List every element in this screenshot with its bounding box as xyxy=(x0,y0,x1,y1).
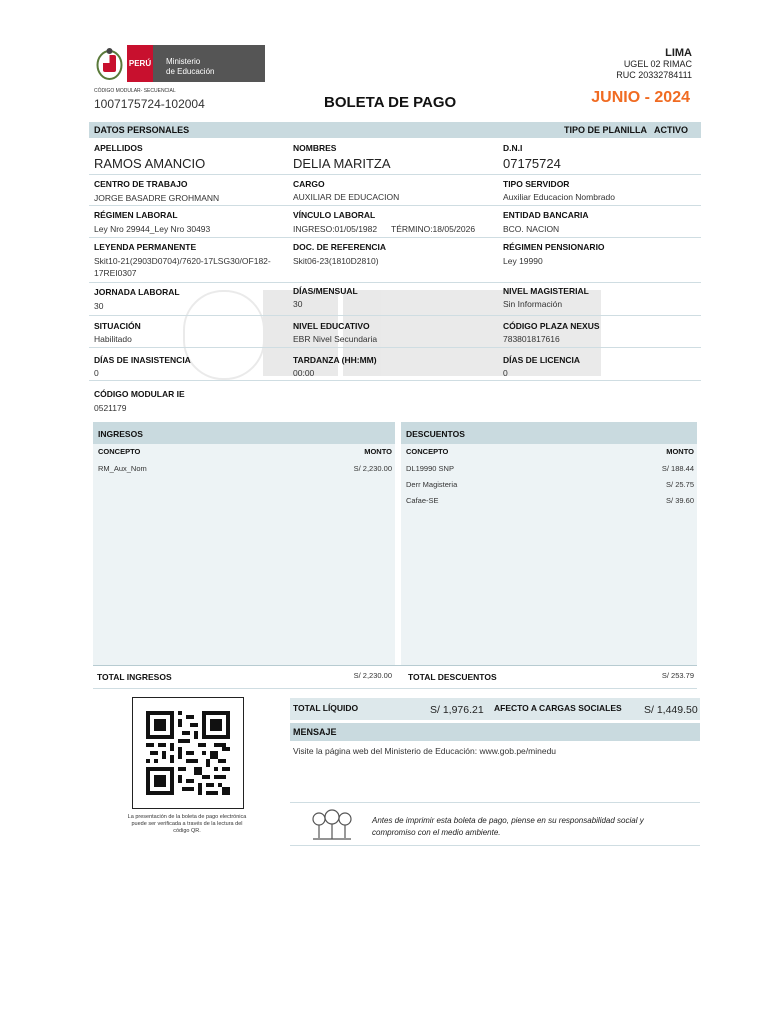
list-item xyxy=(406,464,694,476)
ingresos-col-monto: MONTO xyxy=(364,447,392,456)
ingreso-monto: S/ 2,230.00 xyxy=(353,464,392,473)
centro-value: JORGE BASADRE GROHMANN xyxy=(94,193,220,203)
inasistencia-value: 0 xyxy=(94,368,99,378)
descuentos-title: DESCUENTOS xyxy=(406,429,465,439)
descuento-monto: S/ 39.60 xyxy=(666,496,694,505)
list-item xyxy=(98,464,392,476)
ingresos-panel xyxy=(93,422,395,665)
plaza-value: 783801817616 xyxy=(503,334,560,344)
minedu-logo xyxy=(94,45,265,82)
period: JUNIO - 2024 xyxy=(591,89,690,106)
codigo-label: CÓDIGO MODULAR- SECUENCIAL xyxy=(94,88,176,94)
logo-ministry-line1: Ministerio xyxy=(166,57,201,66)
pension-value: Ley 19990 xyxy=(503,256,543,266)
licencia-value: 0 xyxy=(503,368,508,378)
situacion-value: Habilitado xyxy=(94,334,132,344)
dni-label: D.N.I xyxy=(503,143,523,153)
nivel-edu-label: NIVEL EDUCATIVO xyxy=(293,321,370,331)
vinculo-label: VÍNCULO LABORAL xyxy=(293,210,376,220)
qr-caption-line1: La presentación de la boleta de pago electrónica xyxy=(127,814,247,820)
planilla-value: ACTIVO xyxy=(654,125,689,135)
ingresos-title: INGRESOS xyxy=(98,429,143,439)
total-liquido-value: S/ 1,976.21 xyxy=(430,704,484,716)
total-descuentos-value: S/ 253.79 xyxy=(661,671,694,680)
leyenda-line1: Skit10-21(2903D0704)/7620-17LSG30/OF182- xyxy=(94,256,271,266)
ingreso-concepto: RM_Aux_Nom xyxy=(98,464,147,473)
apellidos-label: APELLIDOS xyxy=(94,143,143,153)
page-title: BOLETA DE PAGO xyxy=(324,94,457,111)
entidad-label: ENTIDAD BANCARIA xyxy=(503,210,589,220)
tipo-servidor-label: TIPO SERVIDOR xyxy=(503,179,570,189)
ugel: UGEL 02 RIMAC xyxy=(623,59,692,69)
nombres-label: NOMBRES xyxy=(293,143,337,153)
mensaje-text: Visite la página web del Ministerio de Educación: www.gob.pe/minedu xyxy=(293,746,557,756)
descuento-concepto: DL19990 SNP xyxy=(406,464,454,473)
cod-ie-label: CÓDIGO MODULAR IE xyxy=(94,389,185,399)
vinculo-ingreso: INGRESO:01/05/1982 xyxy=(293,224,378,234)
centro-label: CENTRO DE TRABAJO xyxy=(94,179,188,189)
dni-value: 07175724 xyxy=(503,156,561,171)
descuento-monto: S/ 188.44 xyxy=(661,464,694,473)
licencia-label: DÍAS DE LICENCIA xyxy=(503,355,580,365)
logo-ministry-line2: de Educación xyxy=(166,67,215,76)
total-ingresos-label: TOTAL INGRESOS xyxy=(97,672,172,682)
pension-label: RÉGIMEN PENSIONARIO xyxy=(503,242,605,252)
docref-value: Skit06-23(1810D2810) xyxy=(293,256,379,266)
qr-caption-line3: código QR. xyxy=(173,828,201,834)
ruc: RUC 20332784111 xyxy=(616,70,692,80)
location: LIMA xyxy=(665,47,692,59)
cod-ie-value: 0521179 xyxy=(94,403,127,413)
tipo-servidor-value: Auxiliar Educacion Nombrado xyxy=(503,192,615,202)
descuento-concepto: Cafae-SE xyxy=(406,496,439,505)
qr-caption xyxy=(112,814,262,835)
jornada-value: 30 xyxy=(94,301,104,311)
list-item xyxy=(406,480,694,492)
vinculo-termino: TÉRMINO:18/05/2026 xyxy=(391,224,476,234)
codigo-value: 1007175724-102004 xyxy=(94,97,205,111)
leyenda-label: LEYENDA PERMANENTE xyxy=(94,242,197,252)
shield-icon xyxy=(94,45,125,82)
tardanza-label: TARDANZA (HH:MM) xyxy=(293,355,377,365)
descuentos-panel xyxy=(401,422,697,665)
mensaje-label: MENSAJE xyxy=(293,727,337,737)
descuento-concepto: Derr Magisteria xyxy=(406,480,458,489)
qr-code-icon xyxy=(146,711,230,795)
cargo-value: AUXILIAR DE EDUCACION xyxy=(293,192,400,202)
eco-message xyxy=(372,815,644,839)
dias-mensual-value: 30 xyxy=(293,299,303,309)
descuentos-col-monto: MONTO xyxy=(666,447,694,456)
jornada-label: JORNADA LABORAL xyxy=(94,287,180,297)
entidad-value: BCO. NACION xyxy=(503,224,560,234)
afecto-value: S/ 1,449.50 xyxy=(644,704,698,716)
afecto-label: AFECTO A CARGAS SOCIALES xyxy=(494,703,622,713)
eco-line2: compromiso con el medio ambiente. xyxy=(372,828,501,837)
apellidos-value: RAMOS AMANCIO xyxy=(94,156,206,171)
ingresos-col-concepto: CONCEPTO xyxy=(98,447,141,456)
eco-line1: Antes de imprimir esta boleta de pago, piense en su responsabilidad social y xyxy=(372,816,644,825)
nivel-mag-label: NIVEL MAGISTERIAL xyxy=(503,286,589,296)
trees-icon xyxy=(310,809,354,841)
nombres-value: DELIA MARITZA xyxy=(293,156,391,171)
situacion-label: SITUACIÓN xyxy=(94,321,141,331)
leyenda-line2: 17REI0307 xyxy=(94,268,137,278)
cargo-label: CARGO xyxy=(293,179,325,189)
inasistencia-label: DÍAS DE INASISTENCIA xyxy=(94,355,191,365)
section-datos-personales: DATOS PERSONALES xyxy=(94,125,190,135)
regimen-value: Ley Nro 29944_Ley Nro 30493 xyxy=(94,224,211,234)
logo-country: PERÚ xyxy=(127,45,153,82)
regimen-label: RÉGIMEN LABORAL xyxy=(94,210,178,220)
nivel-mag-value: Sin Información xyxy=(503,299,563,309)
list-item xyxy=(406,496,694,508)
total-liquido-label: TOTAL LÍQUIDO xyxy=(293,703,359,713)
planilla-label: TIPO DE PLANILLA xyxy=(564,125,647,135)
descuentos-col-concepto: CONCEPTO xyxy=(406,447,449,456)
tardanza-value: 00:00 xyxy=(293,368,315,378)
total-ingresos-value: S/ 2,230.00 xyxy=(353,671,392,680)
qr-caption-line2: puede ser verificada a través de la lectura del xyxy=(131,821,243,827)
total-descuentos-label: TOTAL DESCUENTOS xyxy=(408,672,497,682)
docref-label: DOC. DE REFERENCIA xyxy=(293,242,387,252)
nivel-edu-value: EBR Nivel Secundaria xyxy=(293,334,378,344)
descuento-monto: S/ 25.75 xyxy=(666,480,694,489)
qr-frame xyxy=(132,697,244,809)
dias-mensual-label: DÍAS/MENSUAL xyxy=(293,286,358,296)
plaza-label: CÓDIGO PLAZA NEXUS xyxy=(503,321,600,331)
